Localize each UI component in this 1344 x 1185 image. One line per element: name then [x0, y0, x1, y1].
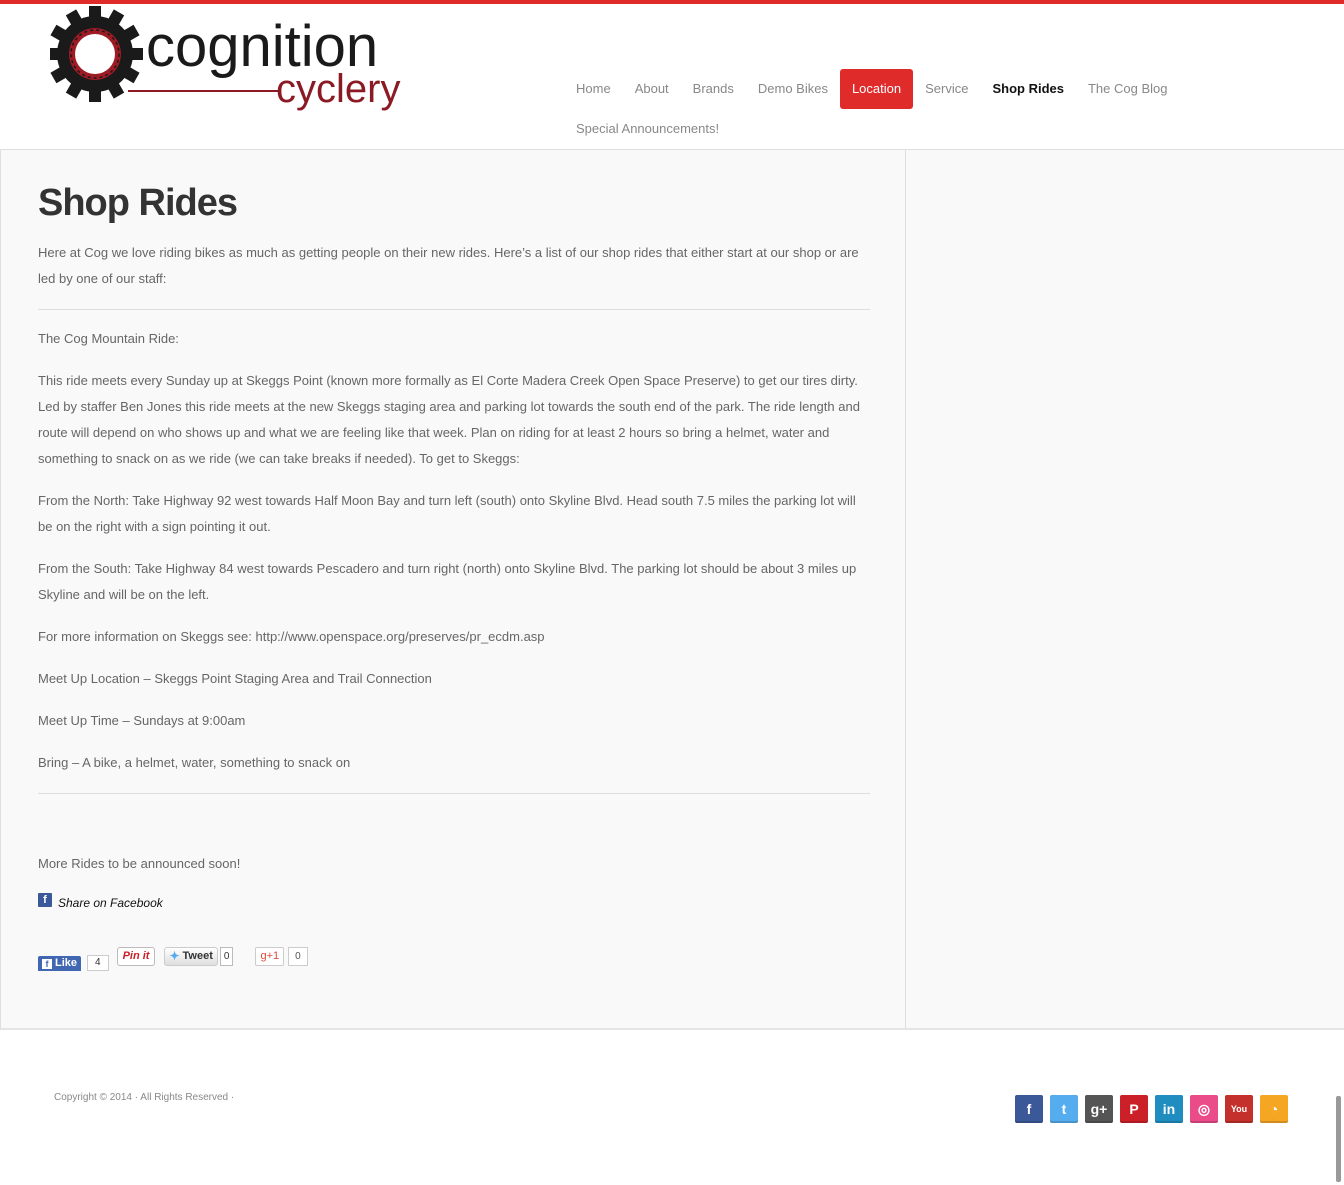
nav-row-2: [564, 109, 1204, 149]
main-area: [0, 150, 1344, 1030]
nav-item-location[interactable]: Location: [840, 69, 913, 109]
nav-item-service[interactable]: Service: [925, 81, 969, 96]
copyright-text: Copyright © 2014 · All Rights Reserved ·: [54, 1092, 235, 1103]
tweet-label: Tweet: [182, 950, 213, 962]
nav-item-special-announcements[interactable]: Special Announcements!: [576, 121, 720, 136]
directions-south: From the South: Take Highway 84 west towards Pescadero and turn right (north) onto Skyline Blvd. The parking lot should be about 3 miles up Skyline and will be on the left.: [38, 561, 857, 602]
bring-list: Bring – A bike, a helmet, water, something to snack on: [38, 755, 351, 770]
more-rides-note: More Rides to be announced soon!: [38, 856, 241, 871]
nav-item-brands[interactable]: Brands: [692, 81, 734, 96]
gplus-label: +1: [266, 950, 280, 962]
nav-item-demo-bikes[interactable]: Demo Bikes: [757, 81, 828, 96]
google-plus-icon[interactable]: g+: [1085, 1095, 1113, 1123]
meet-up-location: Meet Up Location – Skeggs Point Staging Area and Trail Connection: [38, 671, 432, 686]
page-title: Shop Rides: [38, 182, 238, 224]
ride-description: This ride meets every Sunday up at Skeggs Point (known more formally as El Corte Madera Creek Open Space Preserve) to get our tires dirty. Led by staffer Ben Jones this ride meets at the new Skeggs staging area and parking lot towards the south end of the park. The ride length and route will depend on who shows up and what we are feeling like that week. Plan on riding for at least 2 hours so bring a helmet, water and something to snack on as we ride (we can take breaks if needed). To get to Skeggs:: [38, 373, 860, 466]
article-content: [0, 150, 906, 1028]
tweet-count: 0: [220, 947, 234, 966]
directions-north: From the North: Take Highway 92 west towards Half Moon Bay and turn left (south) onto Skyline Blvd. Head south 7.5 miles the parking lot will be on the right with a sign pointing it out.: [38, 493, 856, 534]
logo-text-top: cognition: [146, 14, 379, 79]
scrollbar-thumb[interactable]: [1336, 1096, 1341, 1182]
dribbble-icon[interactable]: ◎: [1190, 1095, 1218, 1123]
social-share-buttons: [38, 947, 868, 971]
youtube-icon[interactable]: You: [1225, 1095, 1253, 1123]
pinterest-icon[interactable]: P: [1120, 1095, 1148, 1123]
rss-icon[interactable]: ◔: [1260, 1095, 1288, 1123]
intro-paragraph: Here at Cog we love riding bikes as much as getting people on their new rides. Here’s a list of our shop rides that either start at our shop or are led by one of our staff:: [38, 245, 859, 286]
pinterest-pin-button[interactable]: Pin it: [117, 947, 156, 966]
facebook-icon[interactable]: f: [1015, 1095, 1043, 1123]
twitter-bird-icon: ✦: [169, 949, 180, 963]
tweet-button[interactable]: [164, 947, 217, 966]
site-header: [0, 4, 1344, 150]
twitter-icon[interactable]: t: [1050, 1095, 1078, 1123]
share-on-facebook-link[interactable]: [38, 893, 868, 913]
nav-item-about[interactable]: About: [634, 81, 669, 96]
nav-item-cog-blog[interactable]: The Cog Blog: [1087, 81, 1168, 96]
nav-item-shop-rides[interactable]: Shop Rides: [992, 81, 1064, 96]
more-info: For more information on Skeggs see: http://www.openspace.org/preserves/pr_ecdm.asp: [38, 629, 545, 644]
facebook-icon: f: [42, 959, 52, 969]
google-plus-one-button[interactable]: g+1: [255, 947, 284, 966]
meet-up-time: Meet Up Time – Sundays at 9:00am: [38, 713, 246, 728]
nav-row-1: [564, 69, 1204, 109]
linkedin-icon[interactable]: in: [1155, 1095, 1183, 1123]
facebook-icon: f: [38, 893, 52, 907]
facebook-like-button[interactable]: [38, 955, 109, 971]
share-on-facebook-label: Share on Facebook: [58, 896, 163, 910]
logo-text-bottom: cyclery: [276, 67, 401, 111]
cognition-cyclery-logo[interactable]: [50, 4, 420, 114]
divider: [38, 793, 870, 794]
nav-item-home[interactable]: Home: [576, 81, 611, 96]
like-label: Like: [55, 957, 78, 969]
main-navigation: [564, 69, 1204, 149]
gplus-count: 0: [288, 947, 308, 966]
site-footer: [0, 1030, 1344, 1185]
social-icons: [1015, 1095, 1288, 1123]
like-count: 4: [87, 955, 109, 971]
divider: [38, 309, 870, 310]
ride-title: The Cog Mountain Ride:: [38, 331, 179, 346]
